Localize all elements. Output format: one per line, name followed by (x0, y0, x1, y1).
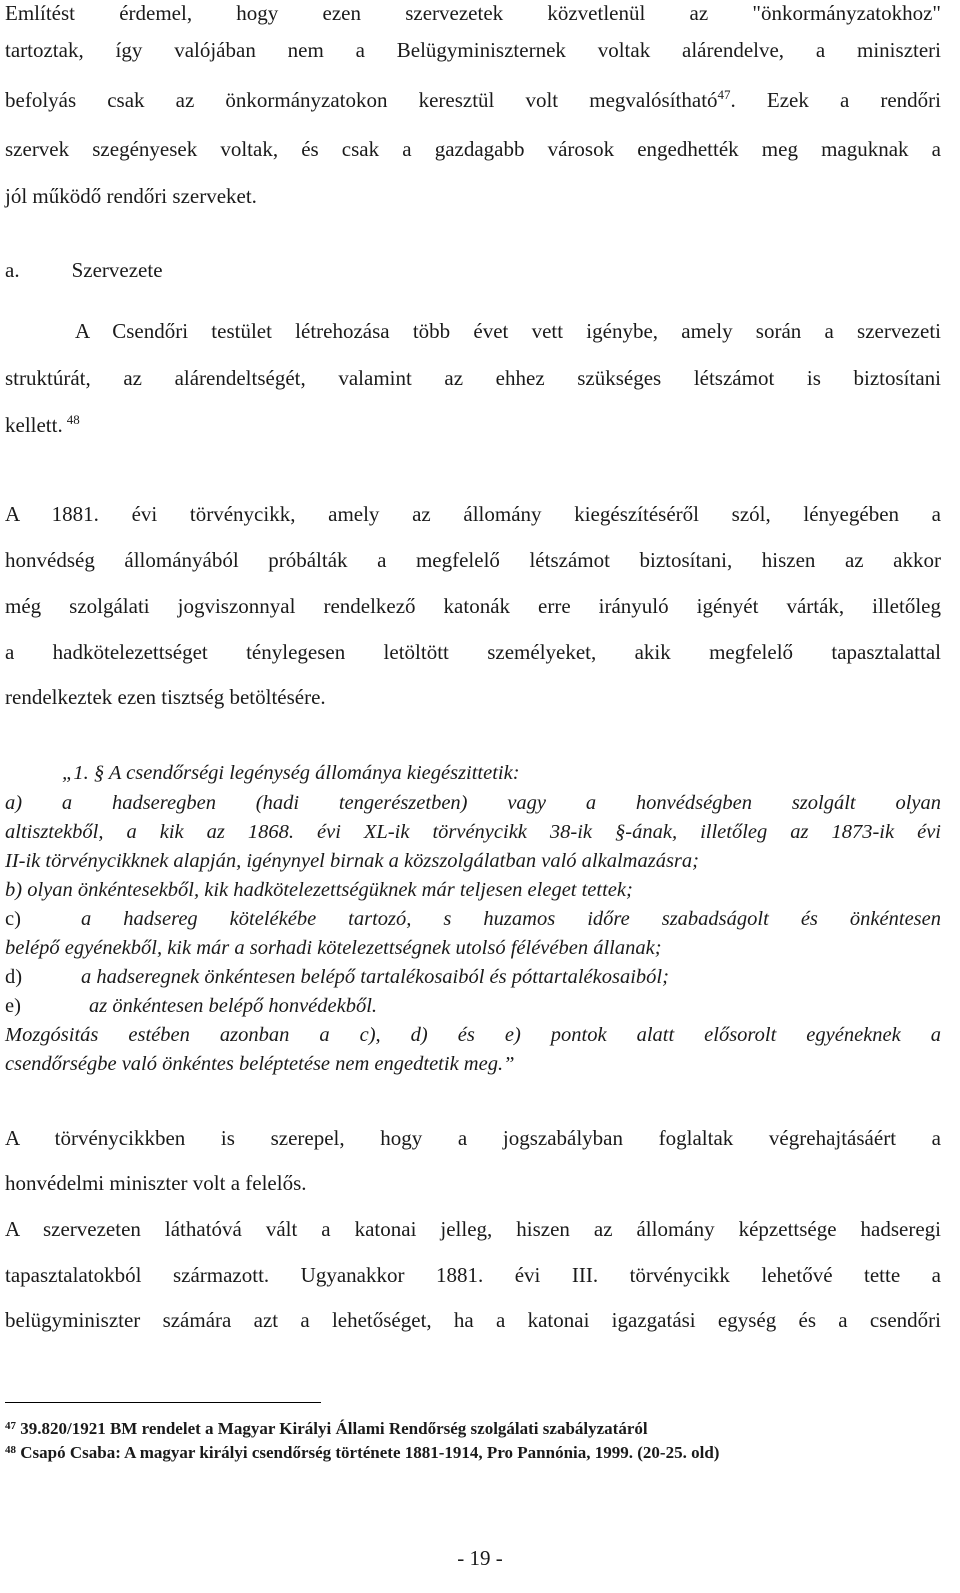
footnote-text: Csapó Csaba: A magyar királyi csendőrség története 1881-1914, Pro Pannónia, 1999. (20-25. old) (20, 1443, 720, 1462)
footnote-48 (5, 1442, 945, 1464)
quote-line: b) olyan önkéntesekből, kik hadkötelezettségüknek már teljesen eleget tettek; (5, 879, 633, 901)
text-line: A Csendőri testület létrehozása több évet vett igénybe, amely során a szervezeti (75, 319, 941, 343)
text-line: A szervezeten láthatóvá vált a katonai jelleg, hiszen az állomány képzettsége hadseregi (5, 1217, 941, 1241)
text-line: befolyás csak az önkormányzatokon keresztül volt megvalósítható$^{47}$. Ezek a rendőri (5, 87, 941, 112)
footnote-separator (5, 1402, 321, 1403)
page-number: - 19 - (457, 1546, 503, 1570)
section-title: Szervezete (71, 258, 163, 282)
quote-line: II-ik törvénycikknek alapján, igénynyel birnak a közszolgálatban való alkalmazásra; (5, 850, 699, 872)
quote-line: e) az önkéntesen belépő honvédekből. (5, 995, 378, 1017)
text-line: még szolgálati jogviszonnyal rendelkező katonák erre irányuló igényét várták, illetőleg (5, 594, 941, 618)
text-line: a hadkötelezettséget ténylegesen letöltött személyeket, akik megfelelő tapasztalattal (5, 640, 941, 664)
text-line: tapasztalatokból származott. Ugyanakkor 1881. évi III. törvénycikk lehetővé tette a (5, 1263, 941, 1287)
text-line: A törvénycikkben is szerepel, hogy a jogszabályban foglaltak végrehajtásáért a (5, 1126, 941, 1150)
footnote-number: 47 (5, 1420, 16, 1432)
text-line: kellett. $^{48}$ (5, 412, 80, 437)
quote-line: Mozgósitás estében azonban a c), d) és e) pontok alatt elősorolt egyéneknek a (5, 1024, 941, 1046)
text-line: honvédség állományából próbálták a megfelelő létszámot biztosítani, hiszen az akkor (5, 548, 941, 572)
list-marker: d) (5, 966, 23, 988)
text-line: Említést érdemel, hogy ezen szervezetek közvetlenül az "önkormányzatokhoz" (5, 1, 941, 25)
text-line: struktúrát, az alárendeltségét, valamint az ehhez szükséges létszámot is biztosítani (5, 366, 941, 390)
quote-line: csendőrségbe való önkéntes beléptetése nem engedtetik meg.” (5, 1053, 515, 1075)
list-marker: c) (5, 908, 21, 930)
footnote-number: 48 (5, 1444, 16, 1456)
quote-line: altisztekből, a kik az 1868. évi XL-ik törvénycikk 38-ik §-ának, illetőleg az 1873-ik évi (5, 821, 941, 843)
footnote-text: 39.820/1921 BM rendelet a Magyar Királyi Állami Rendőrség szolgálati szabályzatáról (20, 1419, 648, 1438)
text-line: A 1881. évi törvénycikk, amely az állomány kiegészítéséről szól, lényegében a (5, 502, 941, 526)
section-label: a. (5, 258, 20, 282)
section-heading (5, 257, 941, 283)
text-line: belügyminiszter számára azt a lehetőséget, ha a katonai igazgatási egység és a csendőri (5, 1308, 941, 1332)
footnote-47 (5, 1418, 945, 1440)
quote-line: d) a hadseregnek önkéntesen belépő tartalékosaiból és póttartalékosaiból; (5, 966, 669, 988)
text-line: rendelkeztek ezen tisztség betöltésére. (5, 685, 326, 709)
text-line: szervek szegényesek voltak, és csak a gazdagabb városok engedhették meg maguknak a (5, 137, 941, 161)
quote-line: „1. § A csendőrségi legénység állománya kiegészittetik: (62, 762, 520, 784)
quote-line: c) a hadsereg kötelékébe tartozó, s huzamos időre szabadságolt és önkéntesen (5, 908, 941, 930)
text-line: tartoztak, így valójában nem a Belügyminiszternek voltak alárendelve, a miniszteri (5, 38, 941, 62)
quote-line: a) a hadseregben (hadi tengerészetben) vagy a honvédségben szolgált olyan (5, 792, 941, 814)
list-marker: e) (5, 995, 21, 1017)
text-line: jól működő rendőri szerveket. (5, 184, 257, 208)
text-line: honvédelmi miniszter volt a felelős. (5, 1171, 307, 1195)
quote-line: belépő egyénekből, kik már a sorhadi kötelezettségnek utolsó félévében állanak; (5, 937, 662, 959)
footnote-ref-47[interactable]: 47 (717, 87, 731, 102)
footnote-ref-48[interactable]: 48 (66, 412, 80, 427)
